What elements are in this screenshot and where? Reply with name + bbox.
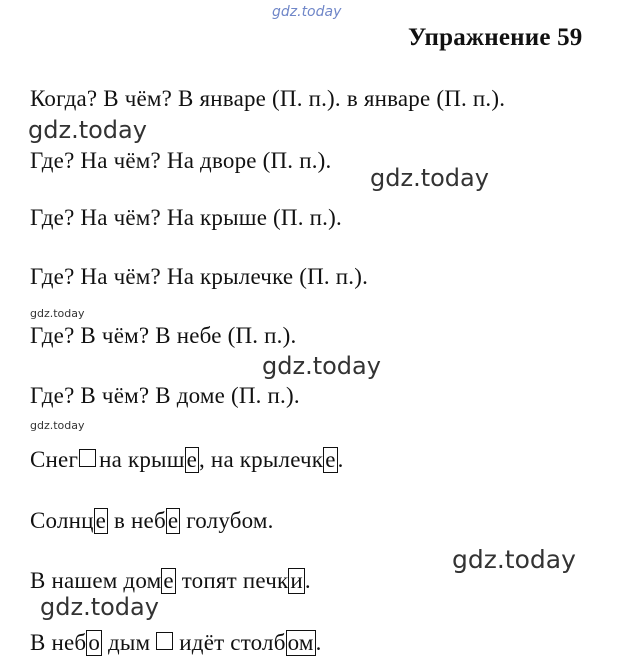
empty-ending-box (79, 449, 96, 467)
sentence-3-part-c: топят печк (175, 568, 289, 593)
sentence-2-part-c: в неб (108, 508, 166, 533)
answer-line-2: Где? На чём? На дворе (П. п.). (30, 148, 332, 173)
watermark-5: gdz.today (30, 419, 85, 432)
sentence-4 (30, 630, 322, 656)
ending-box: е (325, 447, 336, 472)
sentence-2-part-a: Солнц (30, 508, 94, 533)
watermark-3: gdz.today (30, 307, 85, 320)
sentence-4-part-a: В неб (30, 630, 87, 655)
sentence-1 (30, 447, 344, 473)
answer-line-5: Где? В чём? В небе (П. п.). (30, 323, 297, 348)
ending-box: о (88, 630, 101, 655)
sentence-1-part-b: на крыш (99, 447, 185, 472)
sentence-1-part-f: . (337, 447, 344, 472)
ending-box: ом (287, 630, 314, 655)
sentence-4-part-f: . (315, 630, 322, 655)
sentence-1-part-d: , на крылечк (199, 447, 324, 472)
ending-box: е (186, 447, 198, 472)
answer-line-4: Где? На чём? На крылечке (П. п.). (30, 264, 369, 289)
watermark-2: gdz.today (370, 164, 489, 192)
sentence-2-part-e: голубом. (180, 508, 274, 533)
sentence-2 (30, 508, 274, 534)
watermark-1: gdz.today (28, 116, 147, 144)
ending-box: и (290, 568, 303, 593)
answer-line-6: Где? В чём? В доме (П. п.). (30, 383, 300, 408)
sentence-3 (30, 568, 311, 594)
sentence-4-part-d: идёт столб (179, 630, 286, 655)
watermark-6: gdz.today (452, 545, 576, 574)
sentence-1-part-a: Снег (30, 447, 79, 472)
sentence-4-part-c: дым (102, 630, 151, 655)
exercise-title: Упражнение 59 (408, 24, 583, 51)
watermark-7: gdz.today (40, 593, 159, 621)
ending-box: е (95, 508, 107, 533)
sentence-3-part-e: . (304, 568, 311, 593)
empty-ending-box (156, 632, 173, 650)
sentence-3-part-a: В нашем дом (30, 568, 162, 593)
ending-box: е (163, 568, 174, 593)
ending-box: е (167, 508, 179, 533)
watermark-top: gdz.today (272, 4, 342, 20)
answer-line-3: Где? На чём? На крыше (П. п.). (30, 205, 342, 230)
watermark-4: gdz.today (262, 352, 381, 380)
answer-line-1: Когда? В чём? В январе (П. п.). в январе (П. п.). (30, 86, 506, 111)
